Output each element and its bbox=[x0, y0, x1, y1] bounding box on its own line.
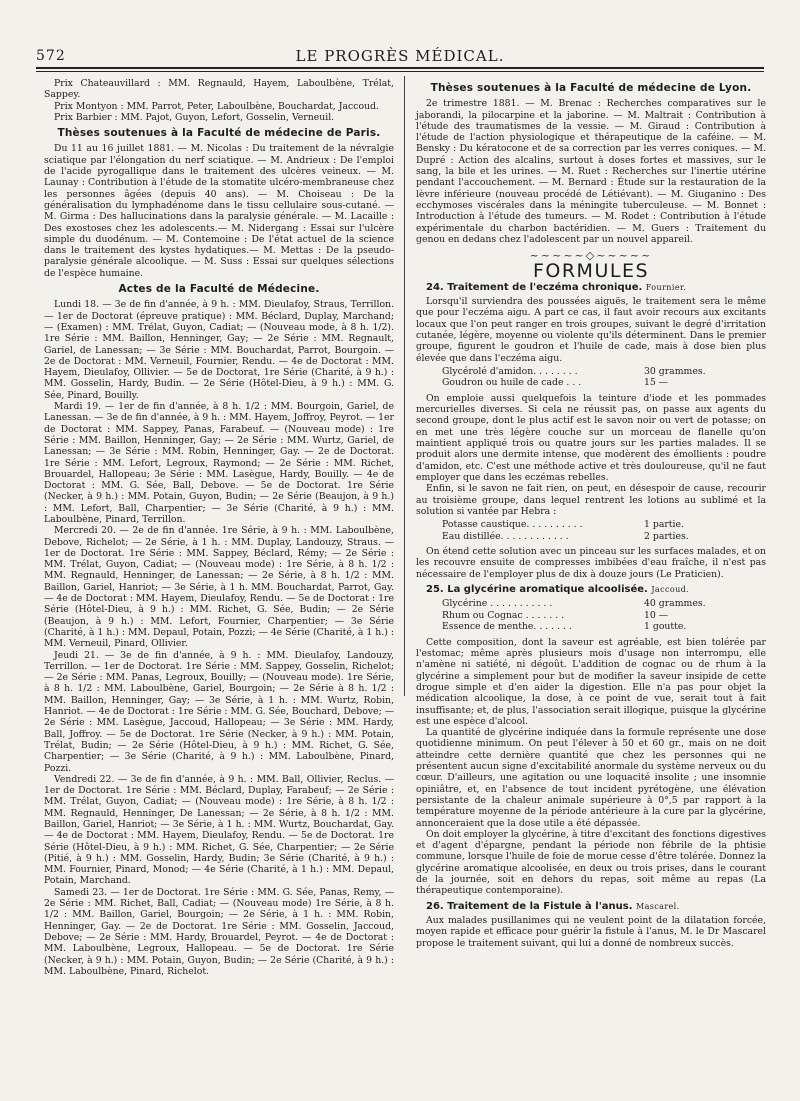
quantity: 1 partie. bbox=[644, 519, 684, 531]
recipe-row bbox=[442, 519, 689, 531]
theses-lyon-paragraph: 2e trimestre 1881. — M. Brenac : Recherches comparatives sur le jaborandi, la pilocarpine et la jaborine. — M. Maltrait : Contribution à l'étude des traumatismes de la vessie. — M. Giraud : Contribution à l'étude de l'action physiologique et thérapeutique de la caféine. — M. Bensky : Du kératocone et de sa correction par les verres coniques. — M. Dupré : Action des alcalins, surtout à doses fortes et massives, sur le sang, la bile et les urines. — M. Ruet : Recherches sur l'inertie utérine pendant l'accouchement. — M. Bernard : Étude sur la restauration de la lèvre inférieure (nouveau procédé de Létiévant). — M. Giuganino : Des ecchymoses viscérales dans la méningite tuberculeuse. — M. Bonnet : Introduction à l'étude des tumeurs. — M. Rodet : Contribution à l'étude expérimentale du charbon bactéridien. — M. Guers : Traitement du genou en dedans chez l'adolescent par un nouvel appareil. bbox=[416, 98, 766, 245]
formula-24-heading bbox=[426, 282, 766, 293]
recipe-table bbox=[442, 366, 706, 389]
formula-26-para: Aux malades pusillanimes qui ne veulent point de la dilatation forcée, moyen rapide et efficace pour guérir la fistule à l'anus, M. le Dr Mascarel propose le traitement suivant, qui lui a donné de nombreux succès. bbox=[416, 914, 766, 949]
section-heading-theses-paris: Thèses soutenues à la Faculté de médecine de Paris. bbox=[57, 127, 381, 140]
recipe-row bbox=[442, 610, 706, 622]
ingredient: Eau distillée. . . . . . . . . . . . bbox=[442, 530, 569, 542]
ornament-divider: ~~~~~◇~~~~~ bbox=[529, 249, 653, 263]
recipe-row bbox=[442, 366, 706, 378]
journal-title: LE PROGRÈS MÉDICAL. bbox=[295, 47, 505, 65]
formula-26-title: 26. Traitement de la Fistule à l'anus. bbox=[426, 900, 633, 912]
recipe-table bbox=[442, 519, 689, 542]
formula-25-para: On doit employer la glycérine, à titre d'excitant des fonctions digestives et d'agent d'épargne, pendant la période non fébrile de la phtisie commune, lorsque l'huile de foie de morue cesse d'être tolérée. Donnez la glycérine aromatique alcoolisée, en deux ou trois prises, dans le courant de la journée, soit en dehors du repas, soit même au repas (La thérapeutique contemporaine). bbox=[416, 828, 766, 897]
formula-24-para: On étend cette solution avec un pinceau sur les surfaces malades, et on les recouvre ensuite de compresses imbibées d'eau fraîche, il n'est pas nécessaire de l'employer plus de dix à douze jours (Le Praticien). bbox=[416, 546, 766, 580]
formula-24-para: Lorsqu'il surviendra des poussées aiguës, le traitement sera le même que pour l'eczéma aigu. A part ce cas, il faut avoir recours aux excitants locaux que l'on peut ranger en trois groupes, suivant le degré d'irritation cutanée, légère, moyenne ou violente qu'ils déterminent. Dans le premier groupe, figurent le goudron et l'huile de cade, mais à dose bien plus élevée que dans l'eczéma aigu. bbox=[416, 296, 766, 364]
right-column bbox=[416, 78, 766, 949]
recipe-row bbox=[442, 377, 706, 389]
formula-25-para: La quantité de glycérine indiquée dans la formule représente une dose quotidienne minimum. On peut l'élever à 50 et 60 gr., mais on ne doit atteindre cette dernière quantité que chez les personnes qui ne présentent aucun signe d'excitabilité anormale du système nerveux ou du cœur. D'ailleurs, une agitation ou une loquacité insolite ; une insomnie opiniâtre, et, en l'absence de tout incident pyrétogène, une élévation persistante de la chaleur animale supérieure à 0°,5 par rapport à la température moyenne de la période antérieure à la cure par la glycérine, annonceraient que la dose utile a été dépassée. bbox=[416, 727, 766, 829]
formula-25-author: Jaccoud. bbox=[651, 584, 690, 594]
formula-26-author: Mascarel. bbox=[636, 901, 680, 911]
actes-day-lundi: Lundi 18. — 3e de fin d'année, à 9 h. : MM. Dieulafoy, Straus, Terrillon. — 1er de Doctorat (épreuve pratique) : MM. Béclard, Duplay, Marchand; — (Examen) : MM. Trélat, Guyon, Cadiat; — (Nouveau mode, à 8 h. 1/2). 1re Série : MM. Baillon, Henninger, Gay; — 2e Série : MM. Regnault, Gariel, de Lanessan; — 3e Série : MM. Bouchardat, Parrot, Bourgoin. — 2e de Doctorat : MM. Verneuil, Fournier, Rendu. — 4e de Doctorat : MM. Hayem, Dieulafoy, Ollivier. — 5e de Doctorat, 1re Série (Charité, à 9 h.) : MM. Gosselin, Hardy, Budin. — 2e Série (Hôtel-Dieu, à 9 h.) : MM. G. Sée, Pinard, Bouilly. bbox=[44, 299, 394, 401]
ingredient: Goudron ou huile de cade . . . bbox=[442, 377, 582, 389]
prize-line: Prix Barbier : MM. Pajot, Guyon, Lefort, Gosselin, Verneuil. bbox=[54, 111, 335, 123]
ingredient: Essence de menthe. . . . . . . bbox=[442, 621, 572, 633]
formula-24-author: Fournier. bbox=[645, 282, 687, 292]
section-heading-theses-lyon: Thèses soutenues à la Faculté de médecine de Lyon. bbox=[430, 82, 752, 94]
page-number: 572 bbox=[36, 48, 66, 64]
quantity: 1 goutte. bbox=[644, 621, 687, 633]
formula-26-heading bbox=[426, 901, 766, 912]
formula-25-heading bbox=[426, 584, 766, 595]
prize-line: Prix Chateauvillard : MM. Regnauld, Hayem, Laboulbène, Trélat, Sappey. bbox=[44, 78, 394, 101]
quantity: 2 parties. bbox=[644, 530, 689, 542]
running-header bbox=[36, 44, 764, 68]
recipe-row bbox=[442, 598, 706, 610]
actes-day-mardi: Mardi 19. — 1er de fin d'année, à 8 h. 1/2 : MM. Bourgoin, Gariel, de Lanessan. — 3e de fin d'année, à 9 h. : MM. Hayem, Joffroy, Peyrot. — 1er de Doctorat : MM. Sappey, Panas, Farabeuf. — (Nouveau mode) : 1re Série : MM. Baillon, Henninger, Gay; — 2e Série : MM. Wurtz, Gariel, de Lanessan; — 3e Série : MM. Robin, Henninger, Gay. — 2e de Doctorat. 1re Série : MM. Lefort, Legroux, Raymond; — 2e Série : MM. Richet, Brouardel, Hallopeau; 3e Série : MM. Lasègue, Hardy, Bouilly. — 4e de Doctorat : MM. G. Sée, Ball, Debove. — 5e de Doctorat. 1re Série (Necker, à 9 h.) : MM. Potain, Guyon, Budin; — 2e Série (Beaujon, à 9 h.) : MM. Lefort, Ball, Charpentier; — 3e Série (Charité, à 9 h.) : MM. Laboulbène, Pinard, Terrillon. bbox=[44, 401, 394, 525]
formula-24-para: On emploie aussi quelquefois la teinture d'iode et les pommades mercurielles diverses. Si cela ne réussit pas, on passe aux agents du second groupe, dont le plus actif est le savon noir ou vert de potasse; on en met une très légère couche sur un morceau de flanelle qu'on maintient appliqué trois ou quatre jours sur les parties malades. Il se produit alors une dermite intense, que modèrent des émollients : poudre d'amidon, etc. C'est une méthode active et très douloureuse, qu'il ne faut employer que dans les eczémas rebelles. bbox=[416, 392, 766, 483]
recipe-row bbox=[442, 621, 706, 633]
quantity: 10 — bbox=[644, 609, 669, 621]
formula-25-para: Cette composition, dont la saveur est agréable, est bien tolérée par l'estomac; même après plusieurs mois d'usage non interrompu, elle n'amène ni satiété, ni dégoût. L'addition de cognac ou de rhum à la glycérine a simplement pour but de modifier la saveur insipide de cette drogue simple et d'en aider la digestion. Elle n'a pas pour objet la médication alcoolique, la dose, à ce point de vue, serait tout à fait insuffisante; et, de plus, l'association serait illogique, puisque la glycérine est une espèce d'alcool. bbox=[416, 636, 766, 727]
recipe-table bbox=[442, 598, 706, 633]
formula-24-title: 24. Traitement de l'eczéma chronique. bbox=[426, 281, 643, 293]
ingredient: Glycérine . . . . . . . . . . . bbox=[442, 598, 553, 610]
quantity: 40 grammes. bbox=[644, 598, 706, 610]
header-rule-thin bbox=[36, 71, 764, 72]
section-heading-actes: Actes de la Faculté de Médecine. bbox=[118, 283, 320, 296]
theses-paris-paragraph: Du 11 au 16 juillet 1881. — M. Nicolas : Du traitement de la névralgie sciatique par l'élongation du nerf sciatique. — M. Andrieux : De l'emploi de l'acide pyrogallique dans le traitement des ulcères veineux. — M. Launay : Contribution à l'étude de la stomatite ulcéro-membraneuse chez les personnes âgées (depuis 40 ans). — M. Choiseau : De la généralisation du lymphadénome dans le tissu cellulaire sous-cutané. — M. Girma : Des hallucinations dans la paralysie générale. — M. Lacaille : Des exostoses chez les adolescents.— M. Nidergang : Essai sur l'ulcère simple du duodénum. — M. Contemoine : De l'état actuel de la science dans le traitement des kystes hydatiques.— M. Mettas : De la pseudo-paralysie générale alcoolique. — M. Suss : Essai sur quelques sélections de l'espèce humaine. bbox=[44, 143, 394, 279]
formules-heading: FORMULES bbox=[532, 260, 650, 283]
actes-day-jeudi: Jeudi 21. — 3e de fin d'année, à 9 h. : MM. Dieulafoy, Landouzy, Terrillon. — 1er de Doctorat. 1re Série : MM. Sappey, Gosselin, Richelot; — 2e Série : MM. Panas, Legroux, Bouilly; — (Nouveau mode). 1re Série, à 8 h. 1/2 : MM. Laboulbène, Gariel, Bourgoin; — 2e Série à 8 h. 1/2 : MM. Baillon, Henninger, Gay; — 3e Série, à 1 h. : MM. Wurtz, Robin, Hanriot. — 4e de Doctorat : 1re Série : MM. G. Sée, Bouchard, Debove; — 2e Série : MM. Lasègue, Jaccoud, Hallopeau; — 3e Série : MM. Hardy, Ball, Joffroy. — 5e de Doctorat. 1re Série (Necker, à 9 h.) : MM. Potain, Trélat, Budin; — 2e Série (Hôtel-Dieu, à 9 h.) : MM. Richet, G. Sée, Charpentier; — 3e Série (Charité, à 9 h.) : MM. Laboulbène, Pinard, Pozzi. bbox=[44, 649, 394, 774]
header-rule-thick bbox=[36, 67, 764, 69]
quantity: 30 grammes. bbox=[644, 365, 706, 377]
actes-day-mercredi: Mercredi 20. — 2e de fin d'année. 1re Série, à 9 h. : MM. Laboulbène, Debove, Richelot; — 2e Série, à 1 h. : MM. Duplay, Landouzy, Straus. — 1er de Doctorat. 1re Série : MM. Sappey, Béclard, Rémy; — 2e Série : MM. Trélat, Guyon, Cadiat; — (Nouveau mode) : 1re Série, à 8 h. 1/2 : MM. Regnauld, Henninger, de Lanessan; — 2e Série, à 8 h. 1/2 : MM. Baillon, Gariel, Hanriot; — 3e Série, à 1 h. MM. Bouchardat, Parrot, Gay. — 4e de Doctorat : MM. Hayem, Dieulafoy, Rendu. — 5e de Doctorat : 1re Série (Hôtel-Dieu, à 9 h.) : MM. Richet, G. Sée, Budin; — 2e Série (Beaujon, à 9 h.) : MM. Lefort, Fournier, Charpentier; — 3e Série (Charité, à 1 h.) : MM. Depaul, Potain, Pozzi; — 4e Série (Charité, à 1 h.) : MM. Verneuil, Pinard, Ollivier. bbox=[44, 525, 394, 650]
formula-25-title: 25. La glycérine aromatique alcoolisée. bbox=[426, 583, 648, 595]
quantity: 15 — bbox=[644, 377, 669, 389]
actes-day-samedi: Samedi 23. — 1er de Doctorat. 1re Série : MM. G. Sée, Panas, Remy, — 2e Série : MM. Richet, Ball, Cadiat; — (Nouveau mode) 1re Série, à 8 h. 1/2 : MM. Baillon, Gariel, Bourgoin; — 2e Série, à 1 h. : MM. Robin, Henninger, Gay. — 2e de Doctorat. 1re Série : MM. Gosselin, Jaccoud, Debove; — 2e Série : MM. Hardy, Brouardel, Peyrot. — 4e de Doctorat : MM. Laboulbène, Legroux, Hallopeau. — 5e de Doctorat. 1re Série (Necker, à 9 h.) : MM. Potain, Guyon, Budin; — 2e Série (Charité, à 9 h.) : MM. Laboulbène, Pinard, Richelot. bbox=[44, 886, 394, 977]
column-separator bbox=[404, 76, 405, 696]
ingredient: Potasse caustique. . . . . . . . . . bbox=[442, 519, 583, 531]
actes-day-vendredi: Vendredi 22. — 3e de fin d'année, à 9 h. : MM. Ball, Ollivier, Reclus. — 1er de Doctorat. 1re Série : MM. Béclard, Duplay, Farabeuf; — 2e Série : MM. Trélat, Guyon, Cadiat; — (Nouveau mode) : 1re Série, à 8 h. 1/2 : MM. Regnauld, Henninger, De Lanessan; — 2e Série, à 8 h. 1/2 : MM. Baillon, Gariel, Hanriot; — 3e Série, à 1 h. : MM. Wurtz, Bouchardat, Gay. — 4e de Doctorat : MM. Hayem, Dieulafoy, Rendu. — 5e de Doctorat. 1re Série (Hôtel-Dieu, à 9 h.) : MM. Richet, G. Sée, Charpentier; — 2e Série (Pitié, à 9 h.) : MM. Gosselin, Hardy, Budin; 3e Série (Charité, à 9 h.) : MM. Fournier, Pinard, Monod; — 4e Série (Charité, à 1 h.) : MM. Depaul, Potain, Marchand. bbox=[44, 773, 394, 887]
prize-line: Prix Montyon : MM. Parrot, Peter, Laboulbène, Bouchardat, Jaccoud. bbox=[54, 100, 379, 112]
ingredient: Glycérolé d'amidon. . . . . . . . bbox=[442, 365, 578, 377]
formula-24-para: Enfin, si le savon ne fait rien, on peut, en désespoir de cause, recourir au troisième groupe, dans lequel rentrent les lotions au sublimé et la solution si vantée par Hebra : bbox=[416, 483, 766, 517]
recipe-row bbox=[442, 531, 689, 543]
ingredient: Rhum ou Cognac . . . . . . . bbox=[442, 609, 565, 621]
left-column bbox=[44, 78, 394, 977]
